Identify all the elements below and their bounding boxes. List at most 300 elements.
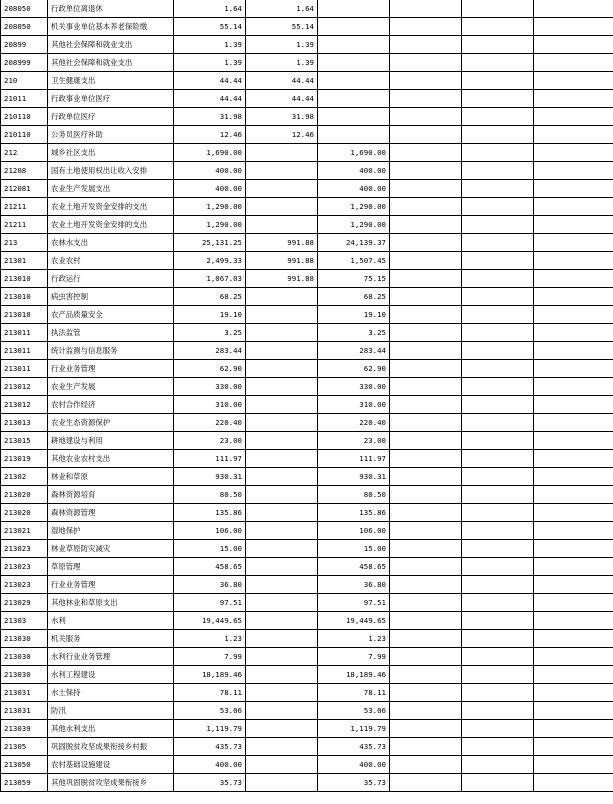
empty-cell: [534, 360, 613, 378]
basic-expenditure-cell: [246, 666, 318, 684]
empty-cell: [534, 108, 613, 126]
total-cell: 97.51: [174, 594, 246, 612]
empty-cell: [462, 360, 534, 378]
empty-cell: [462, 576, 534, 594]
basic-expenditure-cell: [246, 162, 318, 180]
basic-expenditure-cell: [246, 432, 318, 450]
empty-cell: [462, 558, 534, 576]
basic-expenditure-cell: [246, 414, 318, 432]
table-row: [1, 666, 613, 684]
empty-cell: [534, 738, 613, 756]
project-expenditure-cell: [318, 90, 390, 108]
empty-cell: [462, 450, 534, 468]
basic-expenditure-cell: 44.44: [246, 90, 318, 108]
project-expenditure-cell: [318, 0, 390, 18]
project-expenditure-cell: 283.44: [318, 342, 390, 360]
subject-name-cell: 农业土地开发资金安排的支出: [48, 216, 174, 234]
project-expenditure-cell: 24,139.37: [318, 234, 390, 252]
empty-cell: [390, 504, 462, 522]
project-expenditure-cell: 1,690.00: [318, 144, 390, 162]
subject-code-cell: 210110: [1, 126, 48, 144]
subject-name-cell: 机关事业单位基本养老保险缴: [48, 18, 174, 36]
total-cell: 31.98: [174, 108, 246, 126]
empty-cell: [390, 468, 462, 486]
subject-name-cell: 农产品质量安全: [48, 306, 174, 324]
empty-cell: [462, 162, 534, 180]
empty-cell: [462, 468, 534, 486]
total-cell: 1,290.00: [174, 198, 246, 216]
basic-expenditure-cell: [246, 342, 318, 360]
project-expenditure-cell: 53.06: [318, 702, 390, 720]
empty-cell: [462, 180, 534, 198]
table-row: [1, 450, 613, 468]
subject-name-cell: 森林资源培育: [48, 486, 174, 504]
subject-name-cell: 农业农村: [48, 252, 174, 270]
basic-expenditure-cell: 1.39: [246, 54, 318, 72]
project-expenditure-cell: [318, 18, 390, 36]
table-row: [1, 144, 613, 162]
table-row: [1, 270, 613, 288]
project-expenditure-cell: [318, 126, 390, 144]
empty-cell: [390, 90, 462, 108]
empty-cell: [534, 540, 613, 558]
basic-expenditure-cell: [246, 450, 318, 468]
total-cell: 35.73: [174, 774, 246, 792]
empty-cell: [390, 144, 462, 162]
basic-expenditure-cell: [246, 396, 318, 414]
total-cell: 400.00: [174, 756, 246, 774]
empty-cell: [534, 306, 613, 324]
subject-code-cell: 213050: [1, 756, 48, 774]
basic-expenditure-cell: 1.39: [246, 36, 318, 54]
table-row: [1, 36, 613, 54]
basic-expenditure-cell: 991.88: [246, 270, 318, 288]
empty-cell: [462, 702, 534, 720]
subject-name-cell: 水利: [48, 612, 174, 630]
subject-code-cell: 213031: [1, 684, 48, 702]
basic-expenditure-cell: 991.88: [246, 252, 318, 270]
empty-cell: [534, 774, 613, 792]
empty-cell: [534, 252, 613, 270]
empty-cell: [534, 522, 613, 540]
empty-cell: [390, 432, 462, 450]
empty-cell: [534, 432, 613, 450]
basic-expenditure-cell: [246, 540, 318, 558]
empty-cell: [462, 252, 534, 270]
empty-cell: [534, 324, 613, 342]
total-cell: 1.23: [174, 630, 246, 648]
subject-code-cell: 213020: [1, 486, 48, 504]
project-expenditure-cell: 400.00: [318, 180, 390, 198]
subject-code-cell: 21303: [1, 612, 48, 630]
empty-cell: [534, 720, 613, 738]
empty-cell: [534, 36, 613, 54]
empty-cell: [534, 342, 613, 360]
empty-cell: [534, 504, 613, 522]
table-row: [1, 630, 613, 648]
project-expenditure-cell: 80.50: [318, 486, 390, 504]
empty-cell: [390, 756, 462, 774]
table-row: [1, 360, 613, 378]
empty-cell: [390, 612, 462, 630]
subject-code-cell: 21305: [1, 738, 48, 756]
basic-expenditure-cell: [246, 180, 318, 198]
subject-name-cell: 国有土地使用权出让收入安排: [48, 162, 174, 180]
empty-cell: [462, 288, 534, 306]
total-cell: 3.25: [174, 324, 246, 342]
subject-code-cell: 208050: [1, 0, 48, 18]
subject-code-cell: 21011: [1, 90, 48, 108]
project-expenditure-cell: 36.80: [318, 576, 390, 594]
table-row: [1, 756, 613, 774]
empty-cell: [390, 36, 462, 54]
subject-name-cell: 行业业务管理: [48, 360, 174, 378]
empty-cell: [390, 234, 462, 252]
empty-cell: [534, 666, 613, 684]
empty-cell: [462, 216, 534, 234]
subject-name-cell: 水利行业业务管理: [48, 648, 174, 666]
subject-name-cell: 城乡社区支出: [48, 144, 174, 162]
table-row: [1, 378, 613, 396]
empty-cell: [462, 504, 534, 522]
project-expenditure-cell: 1,290.00: [318, 216, 390, 234]
subject-name-cell: 农林水支出: [48, 234, 174, 252]
subject-name-cell: 行政事业单位医疗: [48, 90, 174, 108]
total-cell: 1.39: [174, 54, 246, 72]
project-expenditure-cell: 220.40: [318, 414, 390, 432]
empty-cell: [462, 756, 534, 774]
empty-cell: [390, 108, 462, 126]
table-row: [1, 558, 613, 576]
subject-name-cell: 公务员医疗补助: [48, 126, 174, 144]
empty-cell: [534, 54, 613, 72]
empty-cell: [462, 630, 534, 648]
empty-cell: [390, 522, 462, 540]
empty-cell: [534, 144, 613, 162]
empty-cell: [462, 666, 534, 684]
table-row: [1, 342, 613, 360]
project-expenditure-cell: 400.00: [318, 756, 390, 774]
empty-cell: [390, 684, 462, 702]
subject-code-cell: 212: [1, 144, 48, 162]
empty-cell: [462, 324, 534, 342]
project-expenditure-cell: 458.65: [318, 558, 390, 576]
total-cell: 1,119.79: [174, 720, 246, 738]
project-expenditure-cell: 18,189.46: [318, 666, 390, 684]
subject-name-cell: 其他农业农村支出: [48, 450, 174, 468]
subject-name-cell: 水土保持: [48, 684, 174, 702]
total-cell: 435.73: [174, 738, 246, 756]
total-cell: 25,131.25: [174, 234, 246, 252]
subject-code-cell: 208050: [1, 18, 48, 36]
project-expenditure-cell: [318, 54, 390, 72]
basic-expenditure-cell: [246, 738, 318, 756]
table-row: [1, 486, 613, 504]
basic-expenditure-cell: [246, 720, 318, 738]
table-row: [1, 648, 613, 666]
subject-name-cell: 农业土地开发资金安排的支出: [48, 198, 174, 216]
subject-code-cell: 212081: [1, 180, 48, 198]
total-cell: 135.86: [174, 504, 246, 522]
total-cell: 283.44: [174, 342, 246, 360]
empty-cell: [534, 72, 613, 90]
project-expenditure-cell: 1,290.00: [318, 198, 390, 216]
empty-cell: [462, 774, 534, 792]
table-row: [1, 774, 613, 792]
empty-cell: [390, 54, 462, 72]
empty-cell: [390, 72, 462, 90]
table-row: [1, 432, 613, 450]
project-expenditure-cell: 310.00: [318, 396, 390, 414]
empty-cell: [390, 414, 462, 432]
project-expenditure-cell: 7.99: [318, 648, 390, 666]
empty-cell: [462, 36, 534, 54]
total-cell: 1,290.00: [174, 216, 246, 234]
subject-name-cell: 其他林业和草原支出: [48, 594, 174, 612]
subject-name-cell: 行业业务管理: [48, 576, 174, 594]
subject-code-cell: 21301: [1, 252, 48, 270]
subject-code-cell: 213013: [1, 414, 48, 432]
subject-name-cell: 林业和草原: [48, 468, 174, 486]
subject-code-cell: 213023: [1, 540, 48, 558]
basic-expenditure-cell: [246, 306, 318, 324]
empty-cell: [462, 432, 534, 450]
empty-cell: [390, 306, 462, 324]
table-row: [1, 504, 613, 522]
basic-expenditure-cell: [246, 612, 318, 630]
table-row: [1, 612, 613, 630]
empty-cell: [534, 648, 613, 666]
empty-cell: [390, 216, 462, 234]
table-row: [1, 468, 613, 486]
empty-cell: [390, 126, 462, 144]
subject-code-cell: 213019: [1, 450, 48, 468]
empty-cell: [390, 630, 462, 648]
subject-name-cell: 其他巩固脱贫攻坚成果衔接乡: [48, 774, 174, 792]
subject-code-cell: 213: [1, 234, 48, 252]
subject-name-cell: 行政运行: [48, 270, 174, 288]
empty-cell: [390, 396, 462, 414]
subject-name-cell: 防汛: [48, 702, 174, 720]
empty-cell: [462, 684, 534, 702]
subject-code-cell: 21302: [1, 468, 48, 486]
empty-cell: [390, 18, 462, 36]
total-cell: 36.80: [174, 576, 246, 594]
table-row: [1, 576, 613, 594]
basic-expenditure-cell: [246, 702, 318, 720]
empty-cell: [462, 144, 534, 162]
empty-cell: [390, 180, 462, 198]
project-expenditure-cell: 111.97: [318, 450, 390, 468]
project-expenditure-cell: 1.23: [318, 630, 390, 648]
subject-code-cell: 21211: [1, 198, 48, 216]
empty-cell: [534, 558, 613, 576]
empty-cell: [462, 90, 534, 108]
subject-code-cell: 213021: [1, 522, 48, 540]
basic-expenditure-cell: 12.46: [246, 126, 318, 144]
empty-cell: [390, 162, 462, 180]
empty-cell: [534, 756, 613, 774]
empty-cell: [462, 396, 534, 414]
empty-cell: [390, 252, 462, 270]
project-expenditure-cell: 400.00: [318, 162, 390, 180]
subject-name-cell: 执法监管: [48, 324, 174, 342]
table-row: [1, 396, 613, 414]
empty-cell: [462, 72, 534, 90]
subject-code-cell: 213023: [1, 576, 48, 594]
project-expenditure-cell: 435.73: [318, 738, 390, 756]
subject-code-cell: 213030: [1, 666, 48, 684]
empty-cell: [390, 702, 462, 720]
empty-cell: [390, 720, 462, 738]
total-cell: 1.64: [174, 0, 246, 18]
subject-code-cell: 213015: [1, 432, 48, 450]
table-row: [1, 522, 613, 540]
empty-cell: [534, 684, 613, 702]
project-expenditure-cell: 19,449.65: [318, 612, 390, 630]
basic-expenditure-cell: [246, 774, 318, 792]
empty-cell: [462, 306, 534, 324]
project-expenditure-cell: [318, 72, 390, 90]
empty-cell: [390, 288, 462, 306]
total-cell: 330.00: [174, 378, 246, 396]
total-cell: 53.06: [174, 702, 246, 720]
total-cell: 62.90: [174, 360, 246, 378]
empty-cell: [390, 486, 462, 504]
table-row: [1, 306, 613, 324]
total-cell: 400.00: [174, 162, 246, 180]
empty-cell: [390, 270, 462, 288]
subject-code-cell: 213011: [1, 324, 48, 342]
subject-code-cell: 213029: [1, 594, 48, 612]
empty-cell: [534, 198, 613, 216]
empty-cell: [390, 540, 462, 558]
subject-name-cell: 草原管理: [48, 558, 174, 576]
table-row: [1, 720, 613, 738]
total-cell: 68.25: [174, 288, 246, 306]
subject-name-cell: 行政单位离退休: [48, 0, 174, 18]
empty-cell: [534, 450, 613, 468]
project-expenditure-cell: 15.00: [318, 540, 390, 558]
empty-cell: [462, 738, 534, 756]
empty-cell: [462, 720, 534, 738]
subject-name-cell: 其他水利支出: [48, 720, 174, 738]
table-row: [1, 414, 613, 432]
table-row: [1, 216, 613, 234]
empty-cell: [462, 0, 534, 18]
subject-name-cell: 巩固脱贫攻坚成果衔接乡村振: [48, 738, 174, 756]
empty-cell: [390, 576, 462, 594]
empty-cell: [390, 666, 462, 684]
project-expenditure-cell: 3.25: [318, 324, 390, 342]
empty-cell: [534, 126, 613, 144]
empty-cell: [390, 0, 462, 18]
subject-code-cell: 213012: [1, 396, 48, 414]
empty-cell: [462, 198, 534, 216]
subject-name-cell: 农业生产发展支出: [48, 180, 174, 198]
empty-cell: [390, 198, 462, 216]
project-expenditure-cell: 23.00: [318, 432, 390, 450]
table-row: [1, 540, 613, 558]
subject-code-cell: 213010: [1, 270, 48, 288]
project-expenditure-cell: 330.00: [318, 378, 390, 396]
empty-cell: [534, 612, 613, 630]
table-row: [1, 18, 613, 36]
project-expenditure-cell: 19.10: [318, 306, 390, 324]
basic-expenditure-cell: [246, 576, 318, 594]
basic-expenditure-cell: 44.44: [246, 72, 318, 90]
subject-code-cell: 213011: [1, 342, 48, 360]
subject-name-cell: 林业草原防灾减灾: [48, 540, 174, 558]
project-expenditure-cell: 68.25: [318, 288, 390, 306]
empty-cell: [534, 234, 613, 252]
basic-expenditure-cell: [246, 144, 318, 162]
empty-cell: [462, 648, 534, 666]
subject-name-cell: 卫生健康支出: [48, 72, 174, 90]
basic-expenditure-cell: [246, 324, 318, 342]
project-expenditure-cell: [318, 108, 390, 126]
table-row: [1, 0, 613, 18]
subject-name-cell: 其他社会保障和就业支出: [48, 54, 174, 72]
empty-cell: [390, 360, 462, 378]
basic-expenditure-cell: [246, 522, 318, 540]
empty-cell: [462, 414, 534, 432]
subject-code-cell: 210110: [1, 108, 48, 126]
subject-name-cell: 统计监测与信息服务: [48, 342, 174, 360]
project-expenditure-cell: 1,507.45: [318, 252, 390, 270]
empty-cell: [462, 378, 534, 396]
basic-expenditure-cell: [246, 216, 318, 234]
project-expenditure-cell: 35.73: [318, 774, 390, 792]
empty-cell: [534, 378, 613, 396]
empty-cell: [534, 0, 613, 18]
empty-cell: [462, 108, 534, 126]
table-body: [1, 0, 613, 792]
project-expenditure-cell: 62.90: [318, 360, 390, 378]
basic-expenditure-cell: [246, 486, 318, 504]
empty-cell: [534, 162, 613, 180]
subject-code-cell: 20899: [1, 36, 48, 54]
total-cell: 220.40: [174, 414, 246, 432]
total-cell: 1,690.00: [174, 144, 246, 162]
total-cell: 458.65: [174, 558, 246, 576]
empty-cell: [534, 216, 613, 234]
total-cell: 7.99: [174, 648, 246, 666]
subject-code-cell: 210: [1, 72, 48, 90]
subject-code-cell: 213031: [1, 702, 48, 720]
empty-cell: [534, 486, 613, 504]
total-cell: 400.00: [174, 180, 246, 198]
empty-cell: [390, 378, 462, 396]
table-row: [1, 126, 613, 144]
empty-cell: [390, 594, 462, 612]
table-row: [1, 162, 613, 180]
total-cell: 930.31: [174, 468, 246, 486]
subject-code-cell: 21208: [1, 162, 48, 180]
table-row: [1, 594, 613, 612]
empty-cell: [534, 414, 613, 432]
basic-expenditure-cell: [246, 756, 318, 774]
subject-name-cell: 农村合作经济: [48, 396, 174, 414]
basic-expenditure-cell: [246, 288, 318, 306]
empty-cell: [390, 558, 462, 576]
empty-cell: [534, 594, 613, 612]
total-cell: 44.44: [174, 72, 246, 90]
total-cell: 1,067.03: [174, 270, 246, 288]
subject-code-cell: 213010: [1, 288, 48, 306]
project-expenditure-cell: 930.31: [318, 468, 390, 486]
basic-expenditure-cell: [246, 504, 318, 522]
